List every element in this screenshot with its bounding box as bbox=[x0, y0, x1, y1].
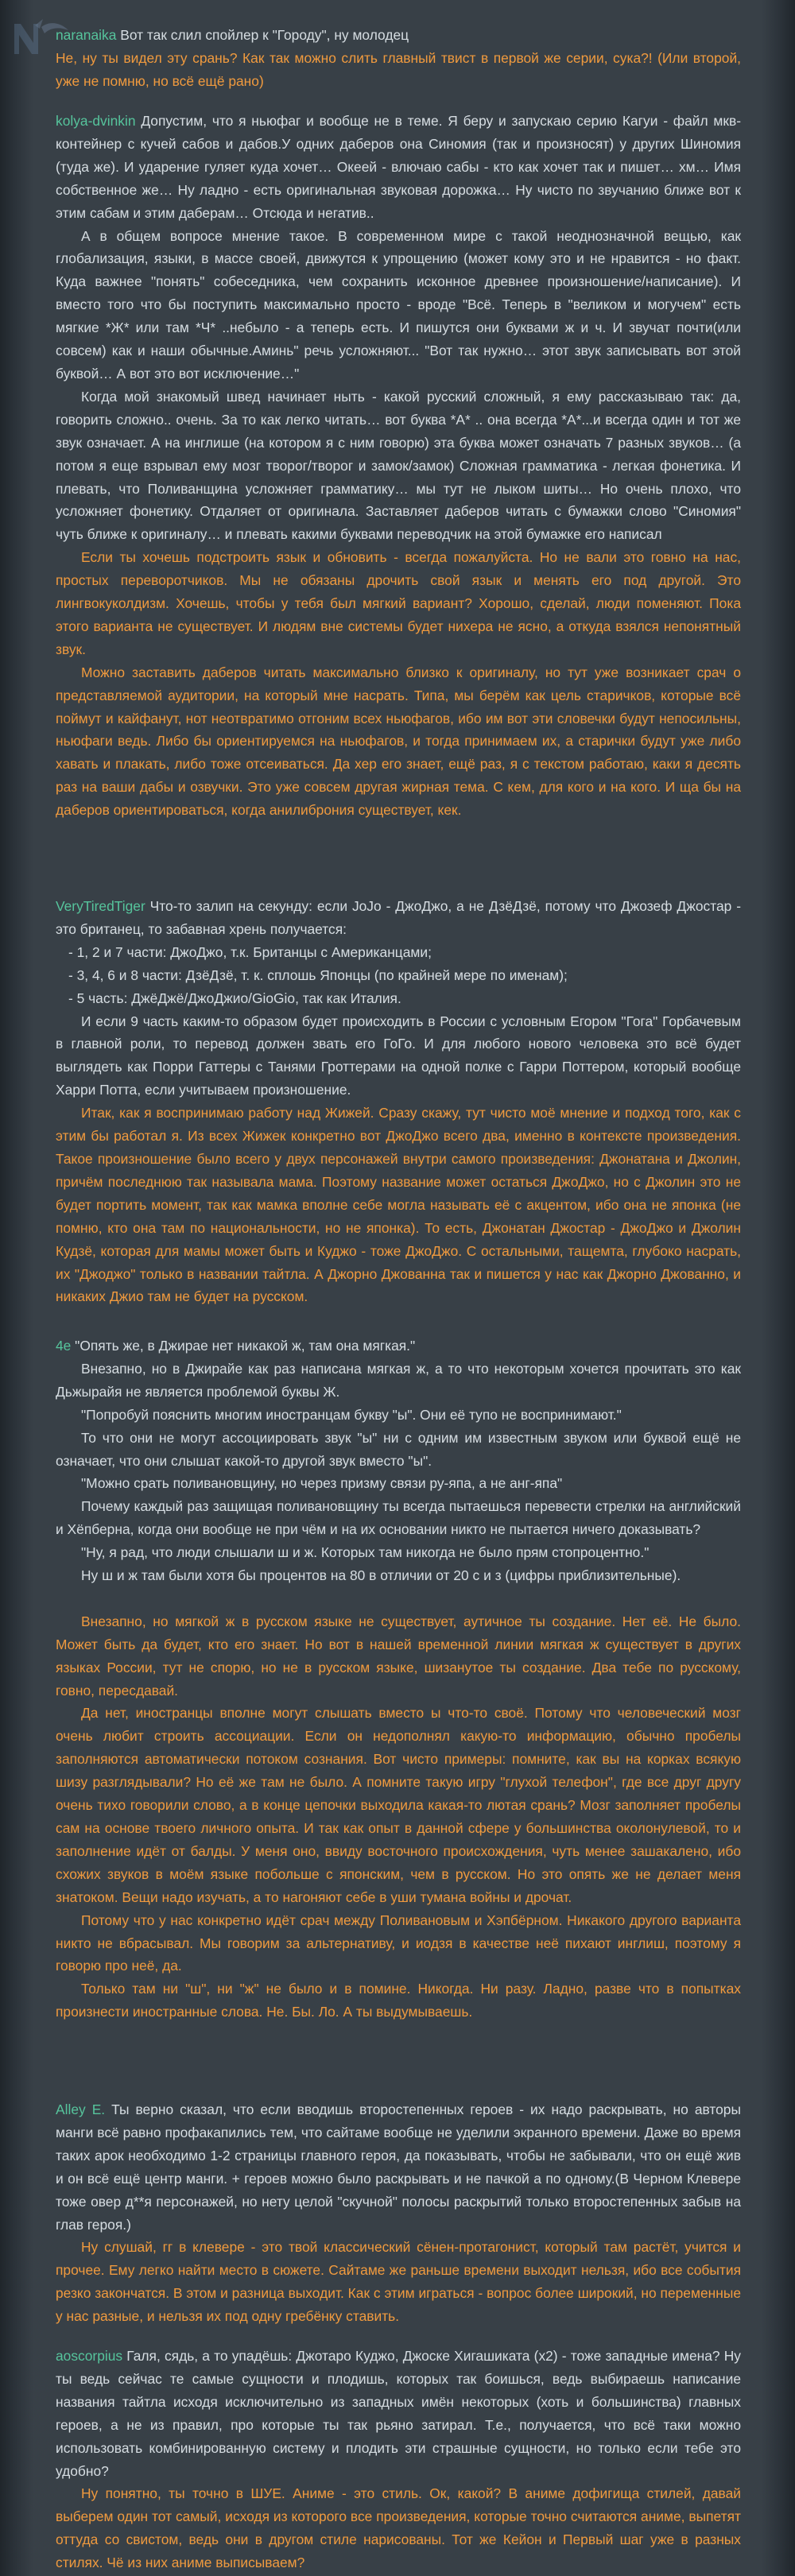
comment-kolya-dvinkin bbox=[56, 110, 741, 822]
comment-paragraph: Внезапно, но в Джирайе как раз написана мягкая ж, а то что некоторым хочется прочитать это как Дьжырайя не является проблемой буквы Ж. bbox=[56, 1360, 741, 1400]
comment-paragraph: И если 9 часть каким-то образом будет происходить в России с условным Егором "Гога" Горбачевым в главной роли, то перевод должен звать его ГоГо. И для любого нового человека это всё будет выглядеть как Порри Гаттеры с Танями Гроттерами на одной полке с Гарри Поттером, который вообще Харри Потта, если учитываем произношение. bbox=[56, 1013, 741, 1098]
list-item: - 1, 2 и 7 части: ДжоДжо, т.к. Британцы с Американцами; bbox=[68, 943, 432, 960]
comment-paragraph: "Ну, я рад, что люди слышали ш и ж. Которых там никогда не было прям стопроцентно." bbox=[81, 1544, 650, 1561]
reply-paragraph: Если ты хочешь подстроить язык и обновить - всегда пожалуйста. Но не вали это говно на нас, простых переворотчиков. Мы не обязаны дрочить свой язык и менять его под другой. Это лингвокуколдизм. Хочешь, чтобы у тебя был мягкий вариант? Хорошо, сделай, люди поменяют. Пока этого варианта не существует. И людям вне системы будет нихера не ясно, а откуда взялся непонятный звук. bbox=[56, 549, 741, 657]
reply-paragraph: Итак, как я воспринимаю работу над Жижей. Сразу скажу, тут чисто моё мнение и подход того, как с этим бы работал я. Из всех Жижек конкретно вот ДжоДжо всего два, именно в контексте произведения. Такое произношение было всего у двух персонажей внутри самого произведения: Джонатана и Джолин, причём последнюю так называла мама. Поэтому название может остаться ДжоДжо, но с Джолин это не будет портить момент, так как мамка вполне себе могла называть её с акцентом, ибо она не японка (не помню, кто она там по национальности, но не японка). То есть, Джонатан Джостар - ДжоДжо и Джолин Кудзё, которая для мамы может быть и Куджо - тоже ДжоДжо. С остальными, тащемта, глубоко насрать, их "Джоджо" только в названии тайтла. А Джорно Джованна так и пишется у нас как Джорно Джованно, и никаких Джио там не будет на русском. bbox=[56, 1105, 741, 1305]
comment-text: Галя, сядь, а то упадёшь: Джотаро Куджо, Джоске Хигашиката (х2) - тоже западные имена? Ну ты ведь сейчас те самые сущности и плодишь, которых так боишься, ведь выбираешь написание названия тайтла исходя исключительно из западных имён некоторых (хоть и большинства) главных героев, а не из правил, про которые ты так рьяно затирал. Т.е., получается, что всё таки можно использовать комбинированную систему и плодить эти страшные сущности, но только если тебе это удобно? bbox=[56, 2348, 741, 2479]
username-link[interactable]: VeryTiredTiger bbox=[56, 898, 145, 914]
reply-paragraph: Ну понятно, ты точно в ШУЕ. Аниме - это стиль. Ок, какой? В аниме дофигища стилей, давай выберем один тот самый, исходя из которого все произведения, которые точно считаются аниме, выпетят оттуда со свистом, ведь они в другом стиле нарисованы. Тот же Кейон и Первый шаг уже в разных стилях. Чё из них аниме выписываем? bbox=[56, 2485, 741, 2571]
username-link[interactable]: 4e bbox=[56, 1338, 72, 1354]
comment-paragraph: Почему каждый раз защищая поливановщину ты всегда пытаешься перевести стрелки на английский и Хёпберна, когда они вообще не при чём и на их основании никто не пытается ничего доказывать? bbox=[56, 1498, 741, 1538]
comment-text: Вот так слил спойлер к "Городу", ну молодец bbox=[116, 27, 409, 43]
comment-paragraph: Ну ш и ж там были хотя бы процентов на 80 в отличии от 20 с и з (цифры приблизительные). bbox=[81, 1567, 681, 1584]
comment-4e bbox=[56, 1334, 741, 2024]
comment-alley-e bbox=[56, 2098, 741, 2328]
username-link[interactable]: kolya-dvinkin bbox=[56, 113, 136, 129]
username-link[interactable]: aoscorpius bbox=[56, 2348, 123, 2364]
username-link[interactable]: naranaika bbox=[56, 27, 117, 43]
list-item: - 5 часть: ДжёДжё/ДжоДжио/GioGio, так как Италия. bbox=[68, 990, 401, 1006]
spacer bbox=[56, 1587, 741, 1610]
comment-paragraph: "Можно срать поливановщину, но через призму связи ру-япа, а не анг-япа" bbox=[81, 1475, 563, 1492]
comment-text: Что-то залип на секунду: если JoJo - ДжоДжо, а не ДзёДзё, потому что Джозеф Джостар - это британец, то забавная хрень получается: bbox=[56, 898, 741, 937]
comment-paragraph: А в общем вопросе мнение такое. В современном мире с такой неоднозначной вещью, как глобализация, языки, в массе своей, движутся к упрощению (может кому это и не нравится - но факт. Куда важнее "понять" собеседника, чем сохранить исконное древнее произношение/написание). И вместо того что бы поступить максимально просто - вроде "Всё. Теперь в "великом и могучем" есть мягкие *Ж* или там *Ч* ..небыло - а теперь есть. И пишутся они буквами ж и ч. И звучат почти(или совсем) как и наши обычные.Аминь" речь усложняют... "Вот так нужно… этот звук записывать вот этой буквой… А вот это вот исключение…" bbox=[56, 227, 741, 382]
comment-naranaika bbox=[56, 24, 741, 93]
comment-verytiredtiger bbox=[56, 895, 741, 1308]
reply-paragraph: Только там ни "ш", ни "ж" не было и в помине. Никогда. Ни разу. Ладно, разве что в попытках произнести иностранные слова. Не. Бы. Ло. А ты выдумываешь. bbox=[56, 1981, 741, 2020]
list-item: - 3, 4, 6 и 8 части: ДзёДзё, т. к. сплошь Японцы (по крайней мере по именам); bbox=[68, 966, 568, 983]
comment-paragraph: Когда мой знакомый швед начинает ныть - какой русский сложный, я ему рассказываю так: да, говорить сложно.. очень. За то как легко читать… вот буква *А* .. она всегда *А*...и всегда один и тот же звук означает. А на инглише (на котором я с ним говорю) эта буква может означать 7 разных звуков… (а потом я еще взрывал ему мозг творог/творог и замок/замок) Сложная грамматика - легкая фонетика. И плевать, что Поливанщина усложняет грамматику… мы тут не лыком шиты… Но очень плохо, что усложняет фонетику. Отдаляет от оригинала. Заставляет даберов читать с бумажки слово "Синомия" чуть ближе к оригиналу… и плевать какими буквами переводчик на этой бумажке его написал bbox=[56, 388, 741, 543]
comment-paragraph: "Попробуй пояснить многим иностранцам букву "ы". Они её тупо не воспринимают." bbox=[81, 1406, 622, 1423]
reply-paragraph: Да нет, иностранцы вполне могут слышать вместо ы что-то своё. Потому что человеческий мозг очень любит строить ассоциации. Если он недополнял какую-то информацию, обычно пробелы заполняются автоматически потоком сознания. Вот чисто примеры: помните, как вы на корках всякую шизу разглядывали? Но её же там не было. А помните такую игру "глухой телефон", где все друг другу очень тихо говорили слово, а в конце цепочки выходила какая-то лютая срань? Мозг заполняет пробелы сам на основе твоего личного опыта. И так как опыт в данной сфере у большинства околонулевой, то и заполнение идёт от балды. У меня оно, ввиду восточного происхождения, чуть менее зашакалено, ибо схожих звуков в моём языке побольше с японским, чем в русском. Но это опять же не делает меня знатоком. Вещи надо изучать, а то нагоняют себе в уши тумана войны и дрочат. bbox=[56, 1705, 741, 1905]
comment-paragraph: То что они не могут ассоциировать звук "ы" ни с одним им известным звуком или буквой ещё не означает, что они слышат какой-то другой звук вместо "ы". bbox=[56, 1429, 741, 1469]
reply-paragraph: Внезапно, но мягкой ж в русском языке не существует, аутичное ты создание. Нет её. Не было. Может быть да будет, кто его знает. Но вот в нашей временной линии мягкая ж существует в других языках России, тут не спорю, но не в русском языке, шизанутое ты создание. Два тебе по русскому, говно, пересдавай. bbox=[56, 1613, 741, 1699]
comment-aoscorpius bbox=[56, 2345, 741, 2574]
reply-paragraph: Потому что у нас конкретно идёт срач между Поливановым и Хэпбёрном. Никакого другого варианта никто не вбрасывал. Мы говорим за альтернативу, и иодзя в качестве неё пихают инглиш, поэтому я говорю про неё, да. bbox=[56, 1912, 741, 1974]
username-link[interactable]: Alley E. bbox=[56, 2101, 106, 2117]
comment-text: Допустим, что я ньюфаг и вообще не в теме. Я беру и запускаю серию Кагуи - файл мкв-контейнер с кучей сабов и дабов.У одних даберов она Синомия (так и произносят) у других Шиномия (туда же). И ударение гуляет куда хочет… Океей - влючаю сабы - кто как хочет так и пишет… хм… Имя собственное же… Ну ладно - есть оригинальная звуковая дорожка… Ну чисто по звучанию ближе вот к этим сабам и этим даберам… Отсюда и негатив.. bbox=[56, 113, 741, 221]
comment-text: Ты верно сказал, что если вводишь второстепенных героев - их надо раскрывать, но авторы манги всё равно профакапились тем, что сайтаме вообще не уделили экранного времени. Даже во время таких арок необходимо 1-2 страницы главного героя, да показывать, чтобы не забывали, что он ещё жив и он всё ещё центр манги. + героев можно было раскрывать и не пачкой а по одному.(В Черном Клевере тоже овер д**я персонажей, но нету целой "скучной" полосы раскрытий только второстепенных забыв на глав героя.) bbox=[56, 2101, 741, 2233]
comment-text: "Опять же, в Джирае нет никакой ж, там она мягкая." bbox=[71, 1338, 416, 1354]
reply-paragraph: Ну слушай, гг в клевере - это твой классический сёнен-протагонист, который там растёт, учится и прочее. Ему легко найти место в сюжете. Сайтаме же раньше времени выходит нельзя, ибо все события резко закончатся. В этом и разница выходит. Как с этим играться - вопрос более широкий, но переменные у нас разные, и нельзя их под одну гребёнку ставить. bbox=[56, 2239, 741, 2325]
reply-text: Не, ну ты видел эту срань? Как так можно слить главный твист в первой же серии, сука?! (Или второй, уже не помню, но всё ещё рано) bbox=[56, 49, 741, 89]
reply-paragraph: Можно заставить даберов читать максимально близко к оригиналу, но тут уже возникает срач о представляемой аудитории, на который мне насрать. Типа, мы берём как цель старичков, которые всё поймут и кайфанут, нот неотвратимо отгоним всех ньюфагов, ибо им вот эти словечки будут непосильны, ньюфаги ведь. Либо бы ориентируемся на ньюфагов, и тогда принимаем их, а старички будут уже либо хавать и плакать, либо тоже отсеиваться. Да хер его знает, ещё раз, я с текстом работаю, каки я десять раз на ваши дабы и озвучки. Это уже совсем другая жирная тема. С кем, для кого и на кого. И ща бы на даберов ориентироваться, когда анилиброния существует, кек. bbox=[56, 664, 741, 819]
